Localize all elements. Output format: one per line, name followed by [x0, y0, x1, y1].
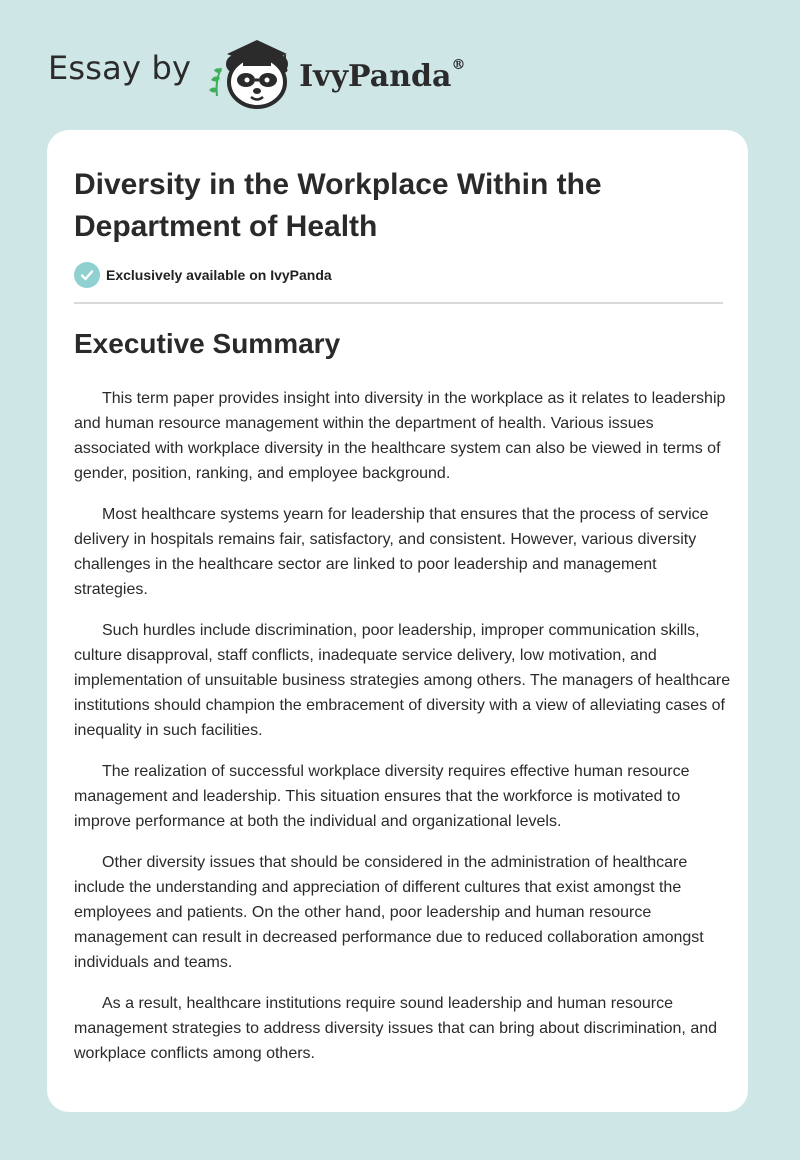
section-heading: Executive Summary	[74, 328, 341, 359]
paragraph: This term paper provides insight into diversity in the workplace as it relates to leadership and human resource management within the department of health. Various issues associated with workplace diversity in the healthcare system can also be viewed in terms of gender, position, ranking, and employee background.	[74, 390, 726, 482]
paragraph: As a result, healthcare institutions require sound leadership and human resource management strategies to address diversity issues that can bring about discrimination, and workplace conflicts among others.	[74, 995, 718, 1062]
exclusive-badge-text: Exclusively available on IvyPanda	[106, 267, 332, 283]
paragraph: The realization of successful workplace diversity requires effective human resource management and leadership. This situation ensures that the workforce is motivated to improve performance at both the individual and organizational levels.	[74, 763, 690, 830]
brand-name[interactable]	[299, 56, 466, 94]
paragraph: Most healthcare systems yearn for leadership that ensures that the process of service delivery in hospitals remains fair, satisfactory, and consistent. However, various diversity challenges in the healthcare sector are linked to poor leadership and management strategies.	[74, 506, 709, 598]
brand-header	[48, 34, 465, 110]
checkmark-icon	[74, 262, 100, 288]
paragraph: Such hurdles include discrimination, poor leadership, improper communication skills, culture disapproval, staff conflicts, inadequate service delivery, low motivation, and implementation of unsuitable business strategies among others. The managers of healthcare institutions should champion the embracement of diversity with a view of alleviating cases of inequality in such facilities.	[74, 622, 731, 739]
paragraph: Other diversity issues that should be considered in the administration of healthcare include the understanding and appreciation of different cultures that exist amongst the employees and patients. On the other hand, poor leadership and human resource management can result in decreased performance due to reduced collaboration amongst individuals and teams.	[74, 854, 704, 971]
essay-body	[74, 386, 734, 1082]
essay-title: Diversity in the Workplace Within the Department of Health	[74, 168, 602, 243]
exclusive-badge	[74, 262, 332, 288]
panda-logo-icon[interactable]	[205, 34, 297, 110]
brand-name-text: IvyPanda	[299, 58, 452, 94]
brand-prefix: Essay by	[48, 49, 192, 87]
header-divider	[74, 302, 723, 304]
registered-mark: ®	[451, 56, 466, 73]
essay-card	[47, 130, 748, 1112]
